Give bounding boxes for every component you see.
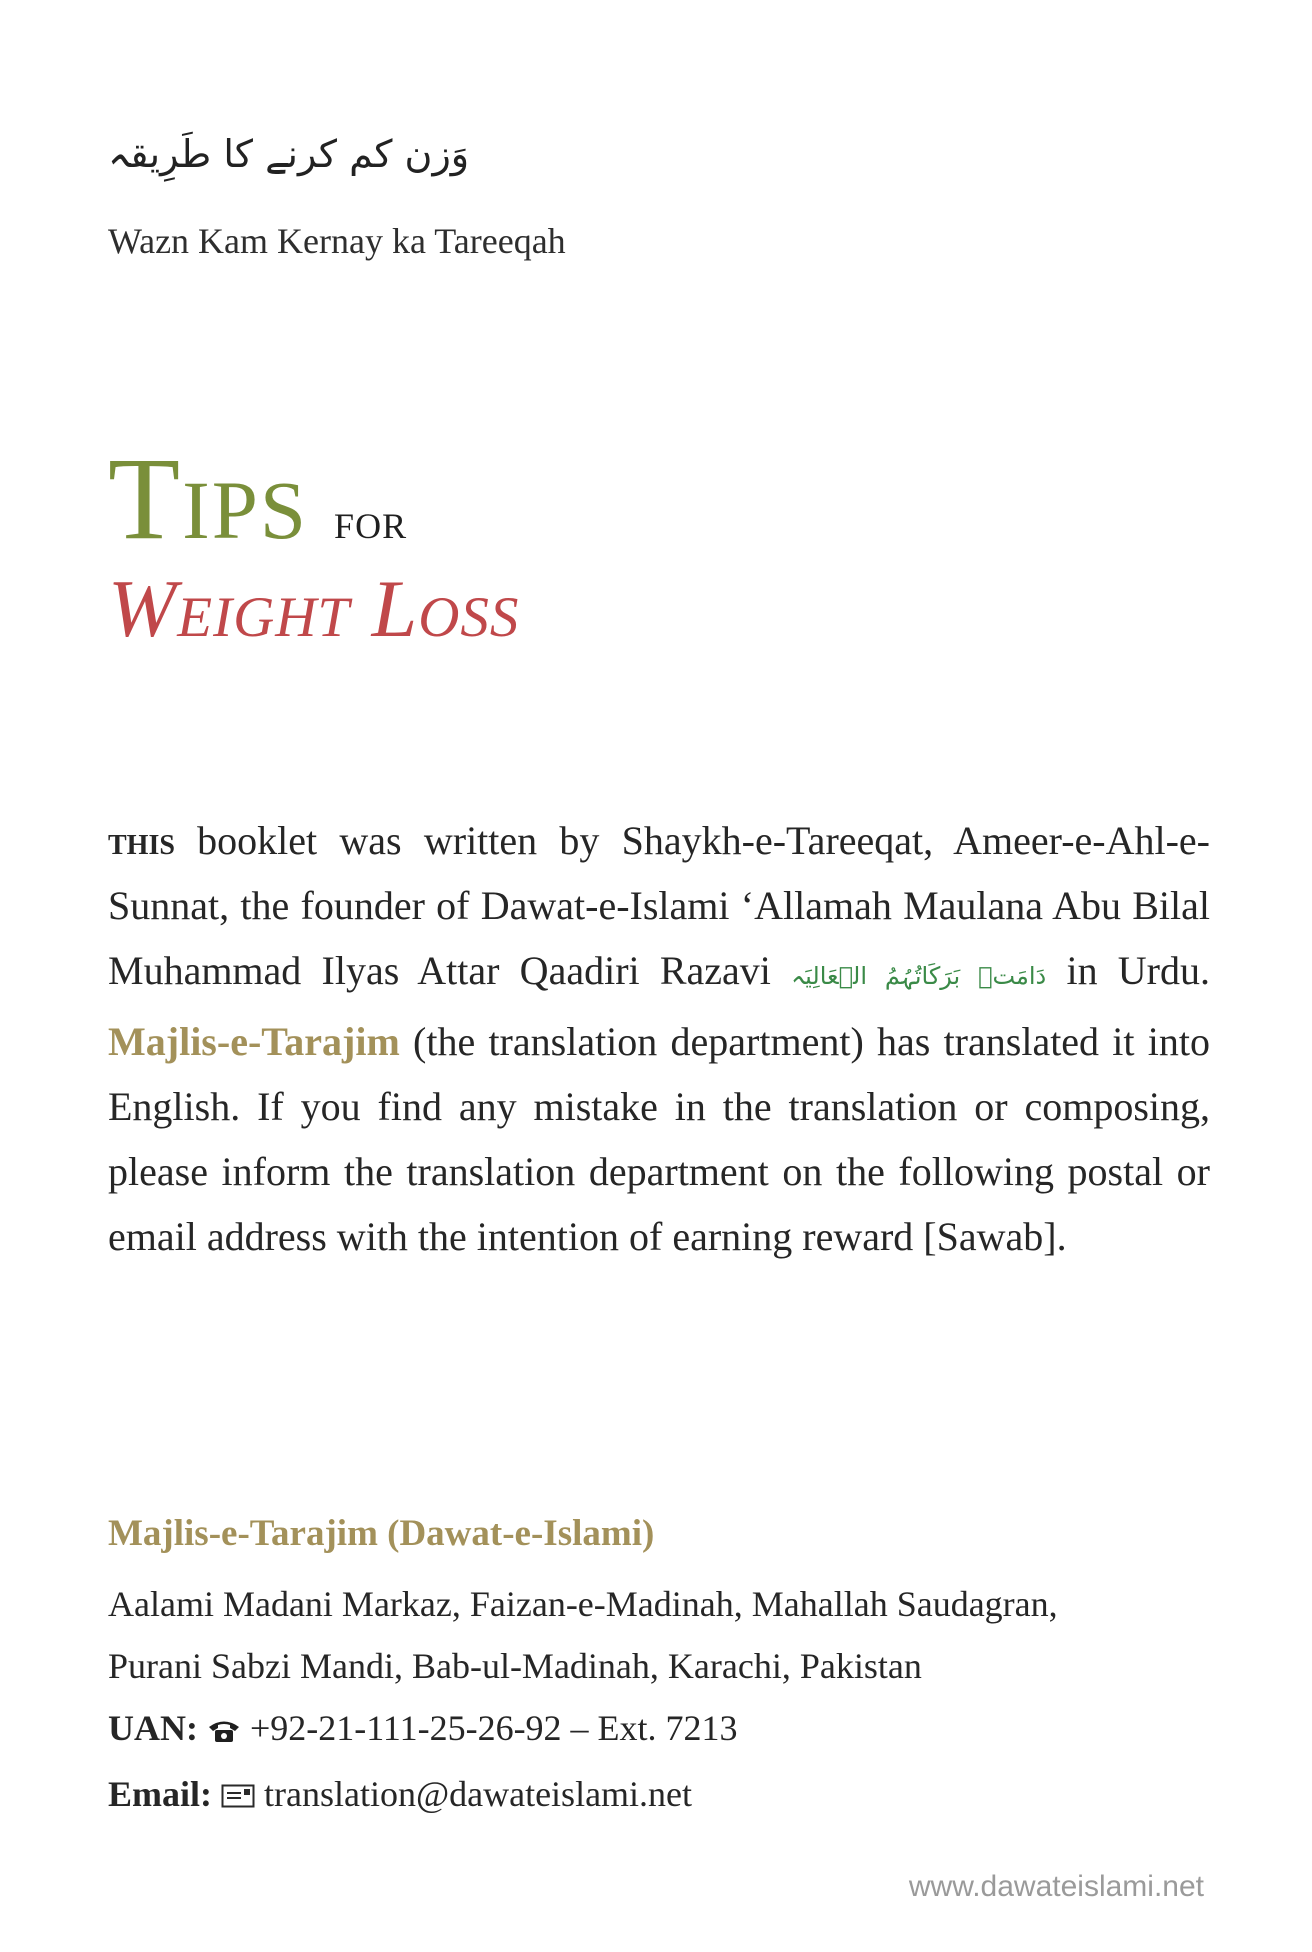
phone-icon — [207, 1701, 241, 1763]
uan-value: +92-21-111-25-26-92 – Ext. 7213 — [249, 1708, 738, 1748]
uan-line — [108, 1697, 1218, 1763]
address-line-2: Purani Sabzi Mandi, Bab-ul-Madinah, Karachi, Pakistan — [108, 1646, 922, 1686]
title-line-1 — [108, 433, 519, 564]
address-line-1: Aalami Madani Markaz, Faizan-e-Madinah, Mahallah Saudagran, — [108, 1584, 1058, 1624]
honorific-text: دَامَتۡ بَرَکَاتُہُمُ الۡعَالِیَہ — [791, 962, 1047, 990]
intro-paragraph — [108, 808, 1210, 1269]
title-weight-loss: Weight Loss — [108, 563, 520, 654]
majlis-name: Majlis-e-Tarajim — [108, 1019, 400, 1064]
contact-block — [108, 1512, 1218, 1828]
intro-text-part-3: (the translation department) has translated it into English. If you find any mistake in the translation or composing, please inform the translation department on the following postal or email address with the intention of earning reward [Sawab]. — [108, 1019, 1210, 1259]
roman-title: Wazn Kam Kernay ka Tareeqah — [108, 221, 566, 261]
website-link[interactable]: www.dawateislami.net — [908, 1870, 1204, 1903]
title-tips: Tips — [108, 433, 309, 564]
email-address-link[interactable]: translation@dawateislami.net — [264, 1773, 693, 1814]
email-label: Email: — [108, 1773, 212, 1814]
contact-org: Majlis-e-Tarajim (Dawat-e-Islami) — [108, 1513, 655, 1554]
email-line — [108, 1763, 1218, 1829]
intro-text-part-1: booklet was written by Shaykh-e-Tareeqat, Ameer-e-Ahl-e-Sunnat, the founder of Dawat-e-Islami ‘Allamah Maulana Abu Bilal Muhammad Ilyas Attar Qaadiri Razavi — [108, 818, 1210, 993]
main-title — [108, 433, 520, 654]
uan-label: UAN: — [108, 1708, 198, 1748]
intro-text-part-2: in Urdu. — [1046, 948, 1211, 993]
envelope-icon — [221, 1766, 255, 1828]
urdu-title: وَزن کم کرنے کا طَرِیقہ — [108, 132, 470, 176]
lead-word: this — [108, 818, 175, 863]
title-for: for — [334, 493, 408, 550]
